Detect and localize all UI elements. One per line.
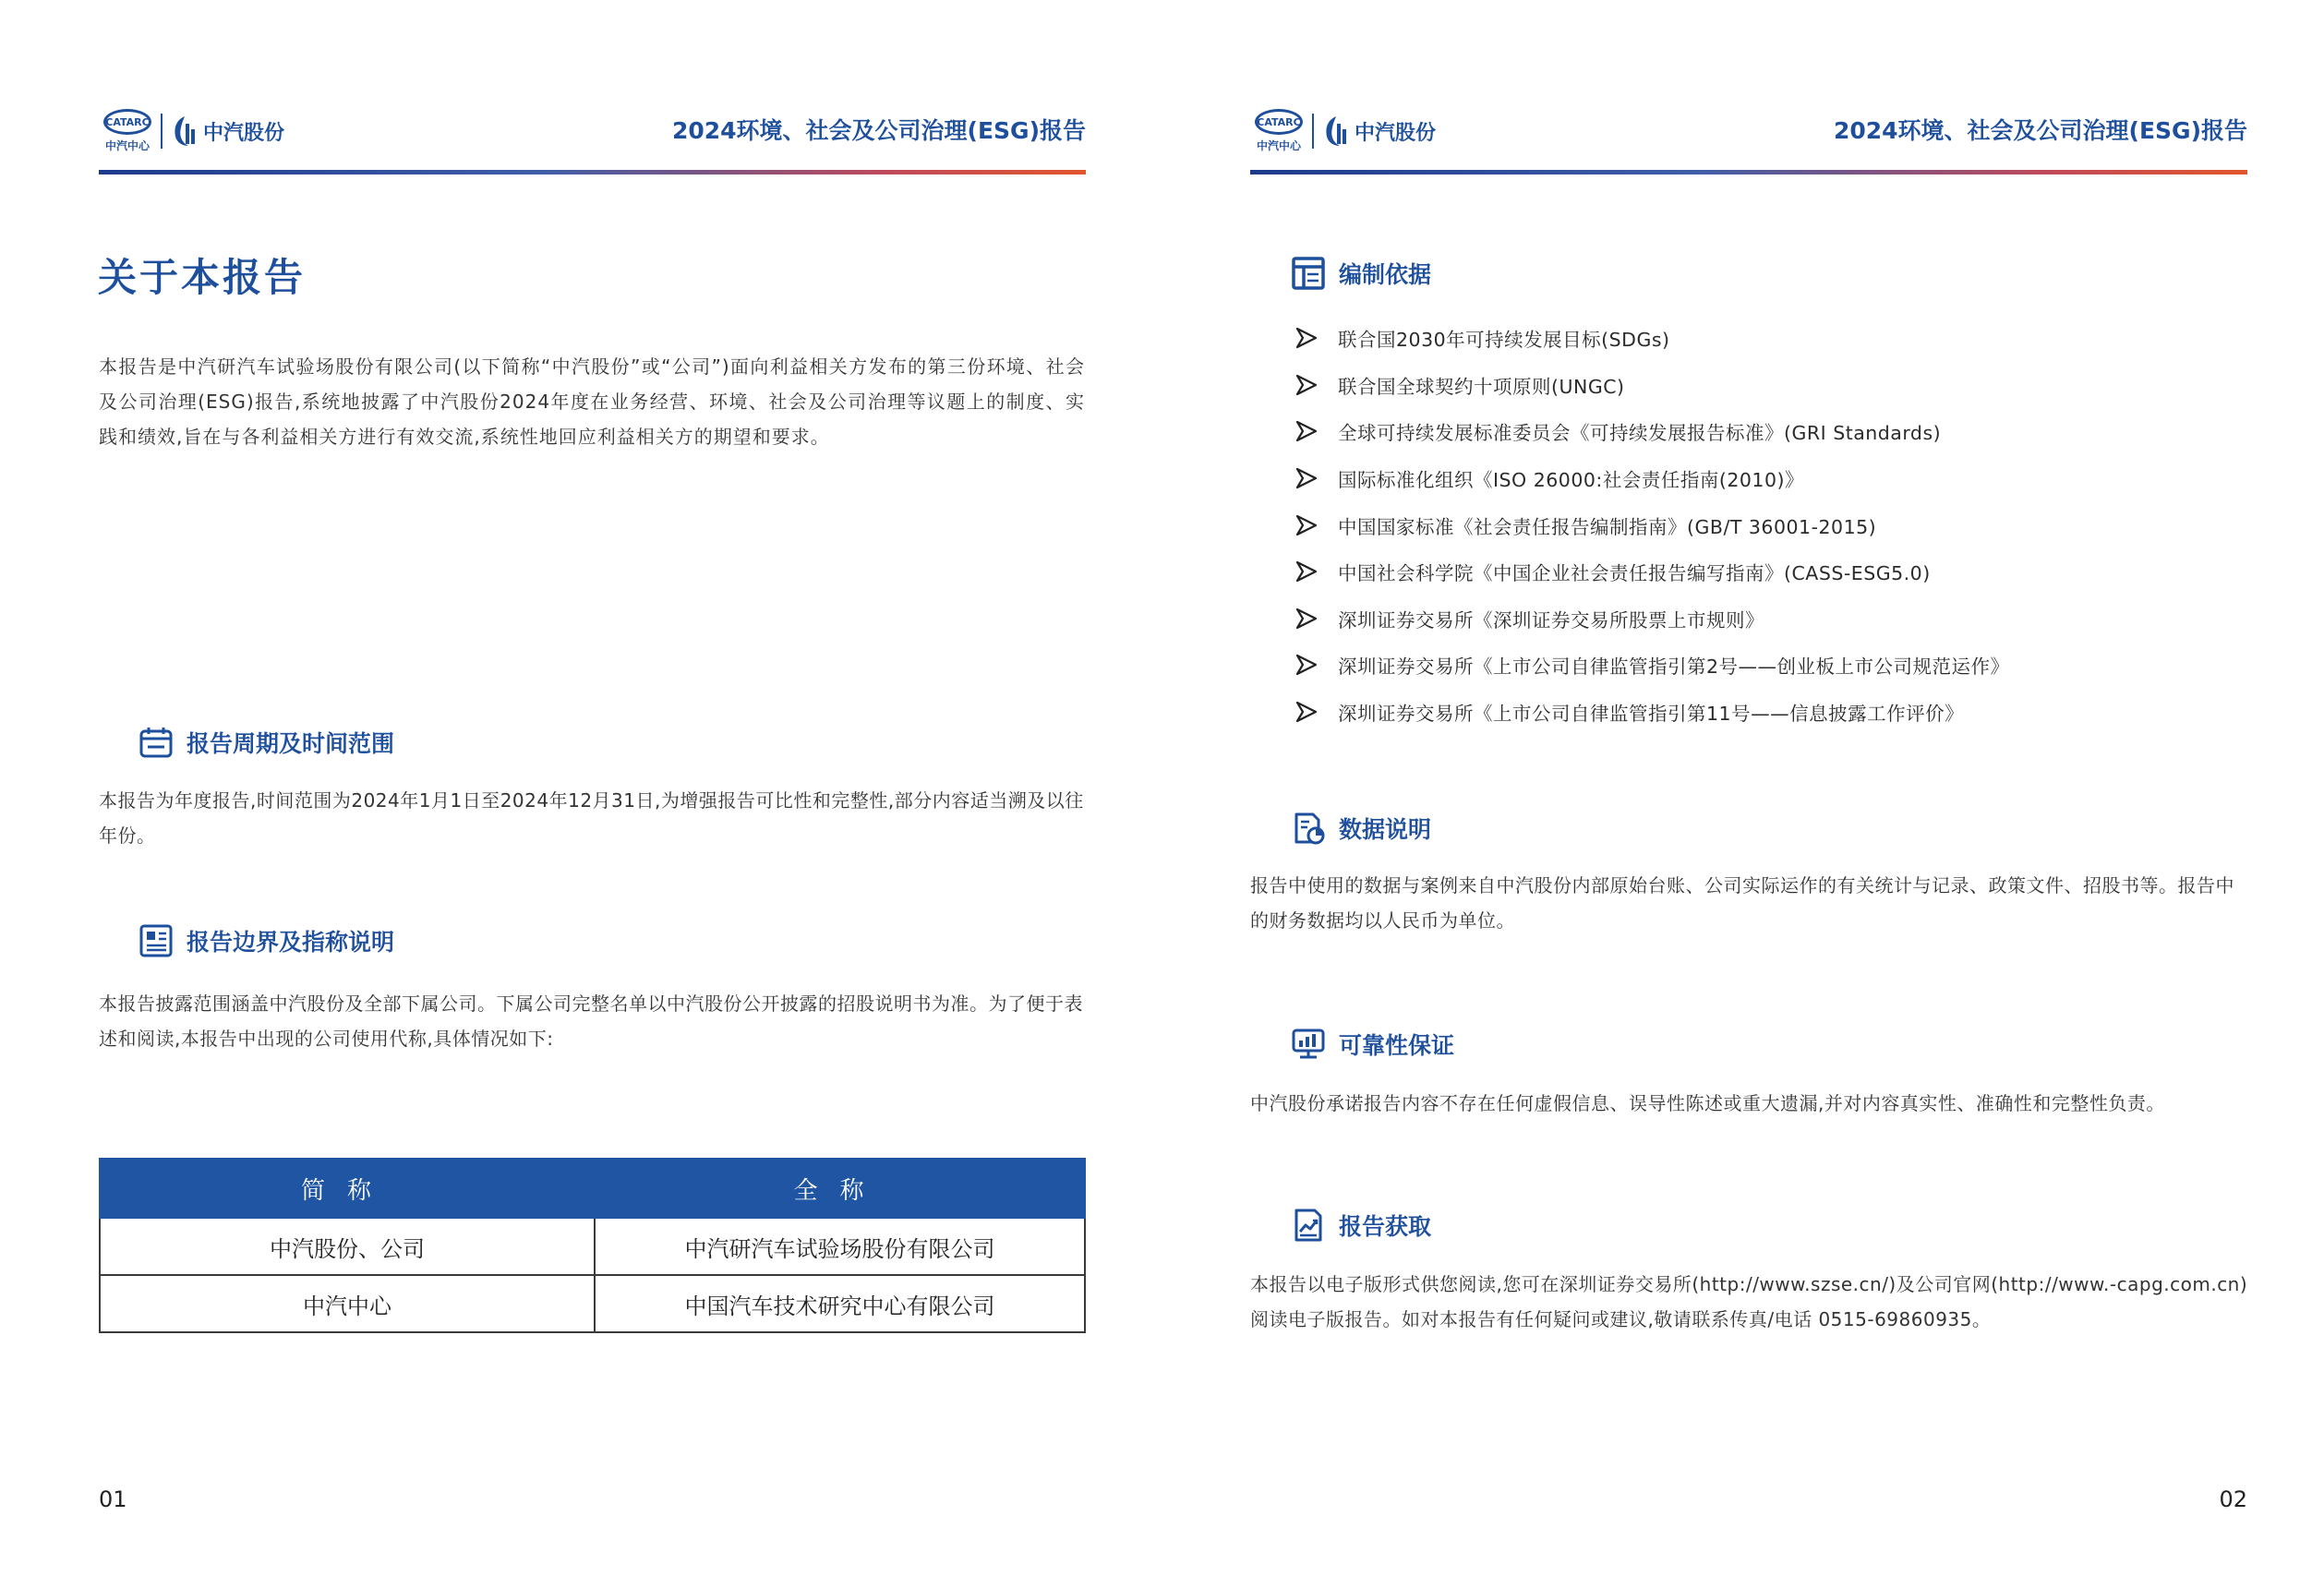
list-item-text: 全球可持续发展标准委员会《可持续发展报告标准》(GRI Standards) xyxy=(1338,422,1942,445)
catarc-mark: CATARC xyxy=(103,109,151,135)
list-item-text: 中国社会科学院《中国企业社会责任报告编写指南》(CASS-ESG5.0) xyxy=(1338,562,1931,585)
table-cell: 中汽研汽车试验场股份有限公司 xyxy=(595,1218,1085,1275)
basis-list xyxy=(1295,315,2010,735)
section-heading-boundary xyxy=(138,923,394,958)
page-number: 01 xyxy=(99,1486,127,1512)
arrow-bullet-icon xyxy=(1295,560,1318,583)
section-title: 可靠性保证 xyxy=(1339,1032,1455,1059)
company-logo xyxy=(1255,109,1436,153)
arrow-bullet-icon xyxy=(1295,467,1318,489)
arrow-bullet-icon xyxy=(1295,654,1318,676)
table-header-abbr: 简称 xyxy=(100,1159,595,1218)
access-text: 本报告以电子版形式供您阅读,您可在深圳证券交易所(http://www.szse.cn/)及公司官网(http://www.-capg.com.cn)阅读电子版报告。如对本报告有任何疑问或建议,敬请联系传真/电话 0515-69860935。 xyxy=(1250,1273,2248,1330)
report-chart-icon xyxy=(1291,1208,1326,1243)
monitor-chart-icon xyxy=(1291,1027,1326,1062)
company-name: 中汽股份 xyxy=(203,121,285,145)
logo-divider xyxy=(1312,114,1314,149)
period-text: 本报告为年度报告,时间范围为2024年1月1日至2024年12月31日,为增强报告可比性和完整性,部分内容适当溯及以往年份。 xyxy=(99,789,1084,847)
header-rule xyxy=(1250,170,2247,174)
boundary-text: 本报告披露范围涵盖中汽股份及全部下属公司。下属公司完整名单以中汽股份公开披露的招股说明书为准。为了便于表述和阅读,本报告中出现的公司使用代称,具体情况如下: xyxy=(99,992,1083,1050)
section-title: 报告获取 xyxy=(1339,1213,1432,1240)
section-title: 编制依据 xyxy=(1339,261,1432,288)
reliability-text: 中汽股份承诺报告内容不存在任何虚假信息、误导性陈述或重大遗漏,并对内容真实性、准确性和完整性负责。 xyxy=(1250,1092,2165,1114)
list-item xyxy=(1295,455,2010,502)
capg-logo-icon xyxy=(172,114,198,148)
company-logo xyxy=(103,109,284,153)
list-item-text: 联合国2030年可持续发展目标(SDGs) xyxy=(1338,329,1670,352)
section-heading-reliability xyxy=(1291,1027,1454,1062)
section-heading-access xyxy=(1291,1208,1431,1243)
logo-divider xyxy=(161,114,163,149)
arrow-bullet-icon xyxy=(1295,514,1318,536)
arrow-bullet-icon xyxy=(1295,420,1318,442)
list-item xyxy=(1295,689,2010,736)
table-row xyxy=(100,1275,1085,1332)
intro-paragraph: 本报告是中汽研汽车试验场股份有限公司(以下简称“中汽股份”或“公司”)面向利益相关方发布的第三份环境、社会及公司治理(ESG)报告,系统地披露了中汽股份2024年度在业务经营、环境、社会及公司治理等议题上的制度、实践和绩效,旨在与各利益相关方进行有效交流,系统性地回应利益相关方的期望和要求。 xyxy=(99,355,1085,448)
catarc-logo xyxy=(1255,109,1303,153)
arrow-bullet-icon xyxy=(1295,374,1318,396)
list-item xyxy=(1295,596,2010,643)
list-item-text: 深圳证券交易所《深圳证券交易所股票上市规则》 xyxy=(1338,608,1764,632)
list-item xyxy=(1295,315,2010,362)
catarc-label: 中汽中心 xyxy=(1256,139,1301,152)
layout-icon xyxy=(1291,256,1326,291)
list-item xyxy=(1295,408,2010,455)
page-title: 关于本报告 xyxy=(98,255,307,300)
table-cell: 中汽中心 xyxy=(100,1275,595,1332)
arrow-bullet-icon xyxy=(1295,701,1318,723)
list-item xyxy=(1295,642,2010,689)
section-heading-data xyxy=(1291,811,1431,846)
page-number: 02 xyxy=(2219,1486,2247,1512)
list-item xyxy=(1295,501,2010,548)
table-header-full: 全称 xyxy=(595,1159,1085,1218)
report-title: 2024环境、社会及公司治理(ESG)报告 xyxy=(1833,117,2247,144)
report-title: 2024环境、社会及公司治理(ESG)报告 xyxy=(671,117,1086,144)
abbreviation-table xyxy=(99,1158,1086,1333)
list-item-text: 深圳证券交易所《上市公司自律监管指引第2号——创业板上市公司规范运作》 xyxy=(1338,656,2010,679)
data-report-icon xyxy=(1291,811,1326,846)
newspaper-icon xyxy=(138,923,174,958)
company-name: 中汽股份 xyxy=(1355,121,1437,145)
table-cell: 中汽股份、公司 xyxy=(100,1218,595,1275)
arrow-bullet-icon xyxy=(1295,327,1318,349)
section-heading-period xyxy=(138,725,394,760)
catarc-label: 中汽中心 xyxy=(104,139,150,152)
section-heading-basis xyxy=(1291,256,1431,291)
arrow-bullet-icon xyxy=(1295,608,1318,630)
section-title: 数据说明 xyxy=(1339,816,1432,843)
table-header-row xyxy=(100,1159,1085,1218)
table-cell: 中国汽车技术研究中心有限公司 xyxy=(595,1275,1085,1332)
section-title: 报告边界及指称说明 xyxy=(187,929,395,956)
capg-logo-icon xyxy=(1323,114,1349,148)
data-text: 报告中使用的数据与案例来自中汽股份内部原始台账、公司实际运作的有关统计与记录、政策文件、招股书等。报告中的财务数据均以人民币为单位。 xyxy=(1250,874,2234,932)
header-rule xyxy=(99,170,1086,174)
catarc-mark: CATARC xyxy=(1255,109,1303,135)
section-title: 报告周期及时间范围 xyxy=(187,730,395,757)
list-item-text: 国际标准化组织《ISO 26000:社会责任指南(2010)》 xyxy=(1338,469,1804,492)
list-item xyxy=(1295,362,2010,409)
list-item-text: 中国国家标准《社会责任报告编制指南》(GB/T 36001-2015) xyxy=(1338,515,1877,538)
catarc-logo xyxy=(103,109,151,153)
page-right xyxy=(1162,0,2323,1588)
list-item xyxy=(1295,548,2010,596)
table-row xyxy=(100,1218,1085,1275)
list-item-text: 联合国全球契约十项原则(UNGC) xyxy=(1338,375,1625,398)
list-item-text: 深圳证券交易所《上市公司自律监管指引第11号——信息披露工作评价》 xyxy=(1338,703,1965,726)
calendar-icon xyxy=(138,725,174,760)
